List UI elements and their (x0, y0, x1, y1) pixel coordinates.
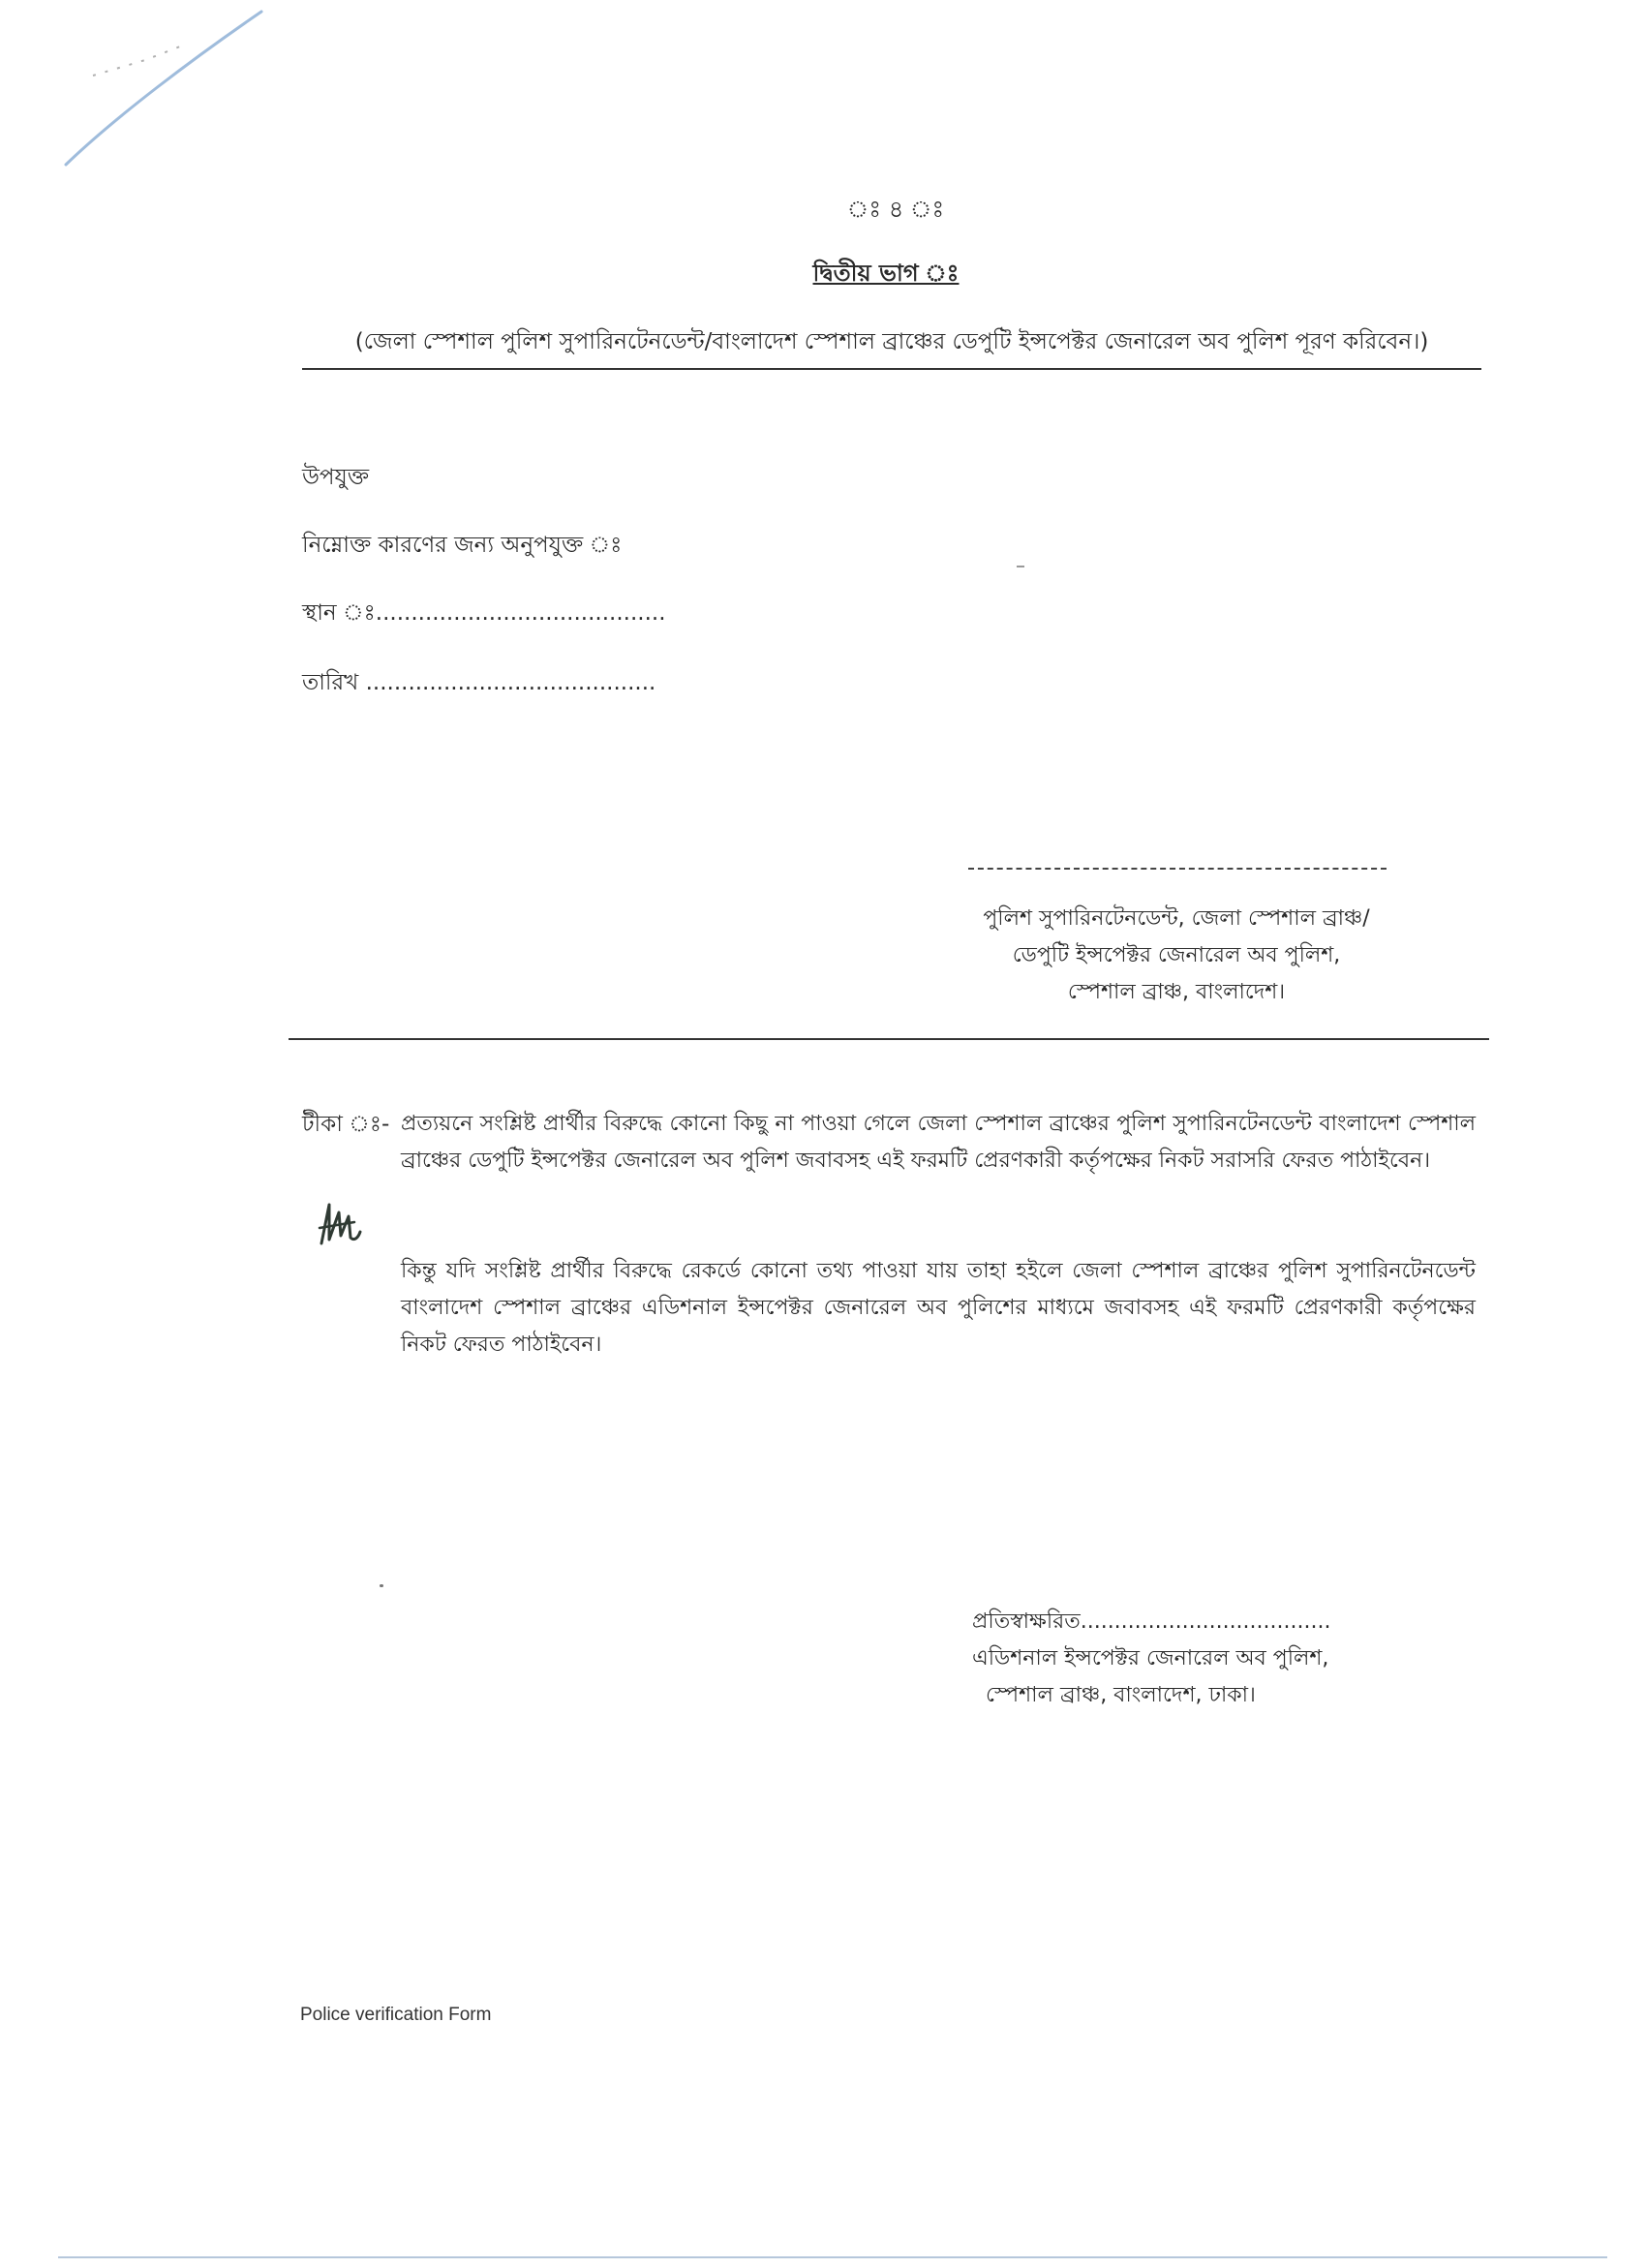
scan-speck (380, 1584, 383, 1587)
place-field: স্থান ঃ......................................... (302, 600, 666, 626)
signature-title-line3: স্পেশাল ব্রাঞ্চ, বাংলাদেশ। (1067, 980, 1286, 1004)
scan-speck (1017, 566, 1024, 567)
note-paragraph-1: প্রত্যয়নে সংশ্লিষ্ট প্রার্থীর বিরুদ্ধে কোনো কিছু না পাওয়া গেলে জেলা স্পেশাল ব্রাঞ্চের পুলিশ সুপারিনটেনডেন্ট বাংলাদেশ স্পেশাল ব্রাঞ্চের ডেপুটি ইন্সপেক্টর জেনারেল অব পুলিশ জবাবসহ এই ফরমটি প্রেরণকারী কর্তৃপক্ষের নিকট সরাসরি ফেরত পাঠাইবেন। (401, 1112, 1476, 1173)
countersigned-line: প্রতিস্বাক্ষরিত..................................... (972, 1609, 1331, 1634)
countersign-title-line1: এডিশনাল ইন্সপেক্টর জেনারেল অব পুলিশ, (972, 1646, 1329, 1670)
note-paragraph-2: কিন্তু যদি সংশ্লিষ্ট প্রার্থীর বিরুদ্ধে রেকর্ডে কোনো তথ্য পাওয়া যায় তাহা হইলে জেলা স্পেশাল ব্রাঞ্চের পুলিশ সুপারিনটেনডেন্ট বাংলাদেশ স্পেশাল ব্রাঞ্চের এডিশনাল ইন্সপেক্টর জেনারেল অব পুলিশের মাধ্যমে জবাবসহ এই ফরমটি প্রেরণকারী কর্তৃপক্ষের নিকট ফেরত পাঠাইবেন। (401, 1259, 1476, 1357)
scan-edge-line (58, 2256, 1607, 2258)
page-number: ঃ ৪ ঃ (846, 196, 945, 223)
signature-title-line2: ডেপুটি ইন্সপেক্টর জেনারেল অব পুলিশ, (1012, 943, 1341, 967)
part-title: দ্বিতীয় ভাগ ঃ (812, 260, 960, 287)
suitable-label: উপযুক্ত (302, 465, 370, 490)
countersign-title-line2: স্পেশাল ব্রাঞ্চ, বাংলাদেশ, ঢাকা। (986, 1683, 1256, 1707)
divider-line (289, 1038, 1489, 1040)
instruction-text: (জেলা স্পেশাল পুলিশ সুপারিনটেনডেন্ট/বাংলাদেশ স্পেশাল ব্রাঞ্চের ডেপুটি ইন্সপেক্টর জেনারেল অব পুলিশ পূরণ করিবেন।) (354, 329, 1429, 354)
date-field: তারিখ ......................................... (302, 670, 656, 695)
signature-block-countersigned (972, 1604, 1417, 1714)
signature-title-line1: পুলিশ সুপারিনটেনডেন্ট, জেলা স্পেশাল ব্রাঞ্চ/ (983, 906, 1370, 931)
unsuitable-label: নিম্নোক্ত কারণের জন্য অনুপযুক্ত ঃ (302, 533, 623, 558)
pen-stroke-mark (0, 0, 281, 184)
footer-label: Police verification Form (300, 2005, 492, 2025)
signature-line (968, 868, 1387, 870)
note-label: টীকা ঃ- (302, 1112, 390, 1137)
signature-block-officer (949, 901, 1404, 1011)
divider-line (302, 368, 1481, 370)
handwritten-initials (316, 1193, 364, 1251)
